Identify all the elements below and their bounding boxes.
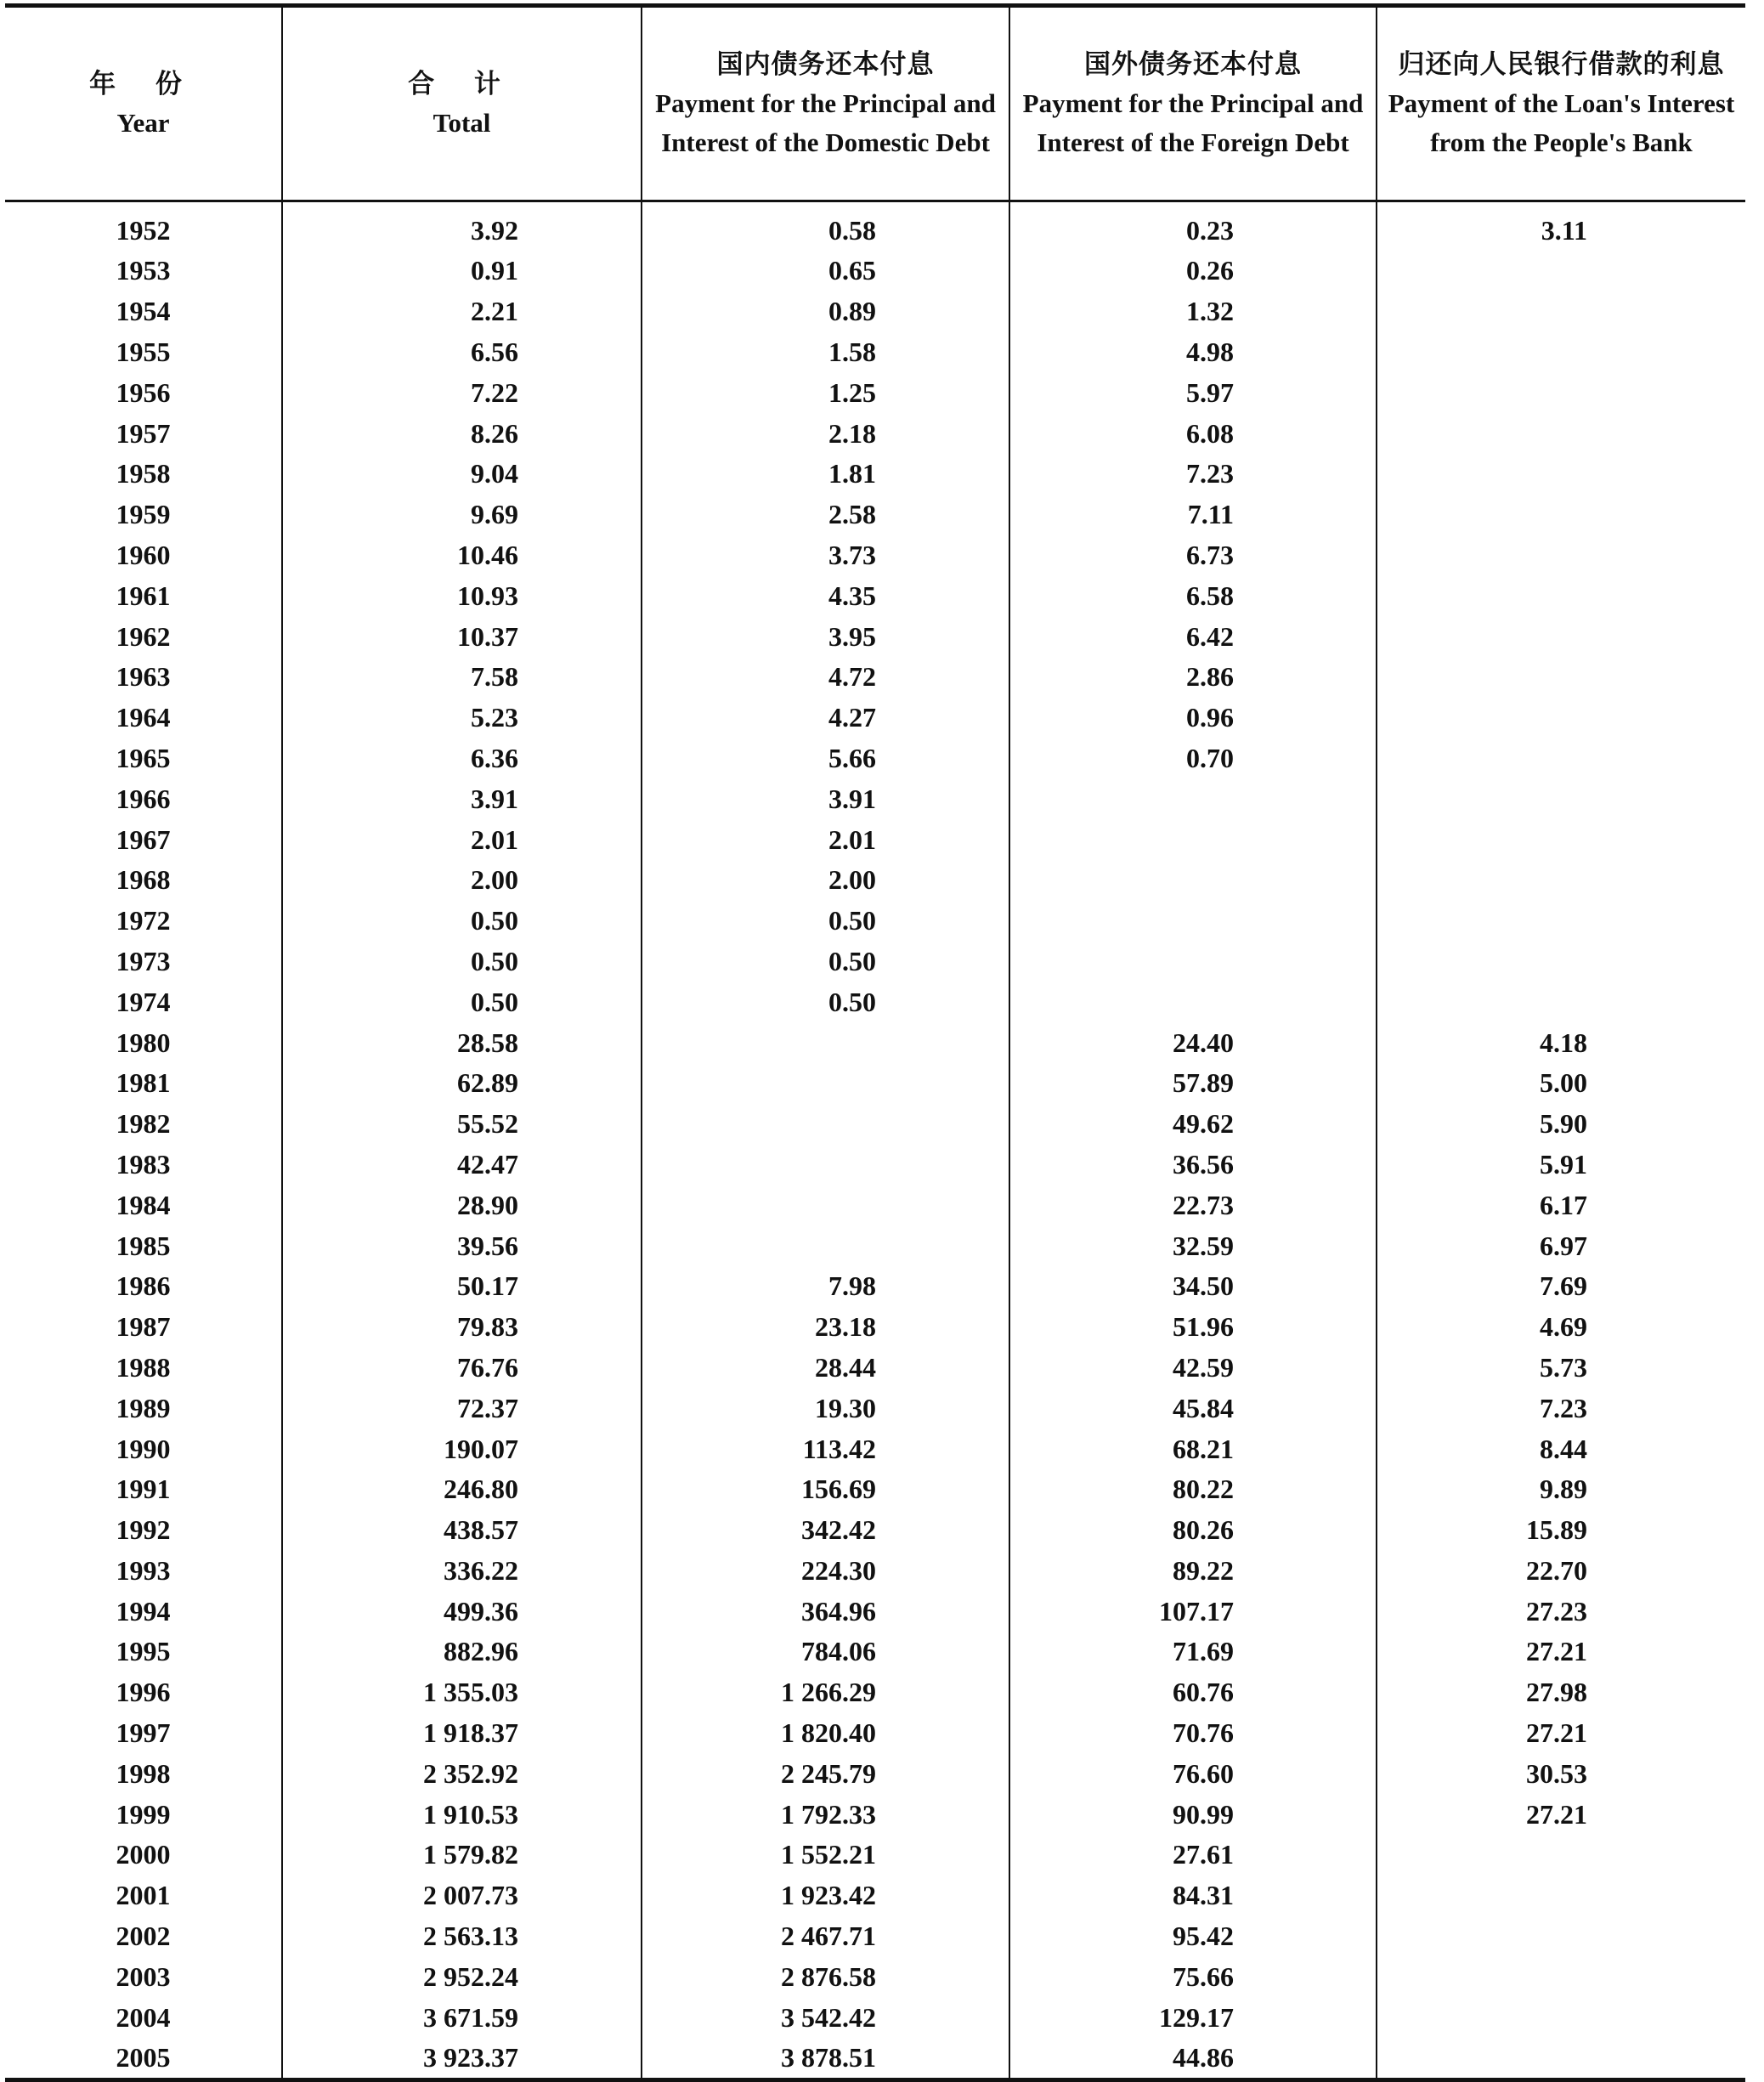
foreign-debt-cell (1009, 901, 1377, 942)
foreign-debt-cell: 70.76 (1009, 1713, 1377, 1754)
header-domestic-debt (642, 6, 1009, 201)
bank-loan-interest-cell: 27.21 (1377, 1632, 1745, 1672)
domestic-debt-cell: 364.96 (642, 1591, 1009, 1632)
year-cell: 1994 (116, 1595, 171, 1627)
table-row (5, 1348, 1745, 1389)
foreign-debt-cell: 80.22 (1009, 1469, 1377, 1510)
bank-loan-interest-cell (1377, 778, 1745, 819)
domestic-debt-cell (642, 1145, 1009, 1185)
bank-loan-interest-cell (1377, 413, 1745, 454)
foreign-debt-cell: 0.70 (1009, 738, 1377, 779)
year-cell: 1963 (116, 661, 171, 693)
domestic-debt-cell: 3 542.42 (642, 1997, 1009, 2038)
foreign-debt-cell: 76.60 (1009, 1753, 1377, 1794)
header-foreign-debt (1009, 6, 1377, 201)
bank-loan-interest-cell: 27.98 (1377, 1672, 1745, 1713)
bank-loan-interest-cell (1377, 2038, 1745, 2080)
domestic-debt-cell: 4.35 (642, 575, 1009, 616)
header-domestic-en-line2: Interest of the Domestic Debt (661, 127, 990, 157)
domestic-debt-cell (642, 1063, 1009, 1104)
table-row (5, 575, 1745, 616)
bank-loan-interest-cell (1377, 738, 1745, 779)
total-cell: 0.50 (282, 942, 642, 982)
bank-loan-interest-cell: 15.89 (1377, 1510, 1745, 1551)
table-row (5, 1225, 1745, 1266)
total-cell: 7.22 (282, 372, 642, 413)
bank-loan-interest-cell (1377, 616, 1745, 657)
foreign-debt-cell: 107.17 (1009, 1591, 1377, 1632)
header-year (5, 6, 282, 201)
year-cell: 1962 (116, 620, 171, 652)
foreign-debt-cell: 6.08 (1009, 413, 1377, 454)
bank-loan-interest-cell: 4.18 (1377, 1022, 1745, 1063)
bank-loan-interest-cell (1377, 819, 1745, 860)
total-cell: 62.89 (282, 1063, 642, 1104)
domestic-debt-cell: 1 792.33 (642, 1794, 1009, 1835)
total-cell: 10.93 (282, 575, 642, 616)
table-header (5, 6, 1745, 201)
year-cell: 1981 (116, 1067, 171, 1099)
foreign-debt-cell: 7.11 (1009, 495, 1377, 535)
table-row (5, 1469, 1745, 1510)
foreign-debt-cell: 36.56 (1009, 1145, 1377, 1185)
bank-loan-interest-cell (1377, 251, 1745, 291)
domestic-debt-cell: 28.44 (642, 1348, 1009, 1389)
table-row (5, 901, 1745, 942)
table-row (5, 372, 1745, 413)
table-row (5, 1266, 1745, 1307)
bank-loan-interest-cell (1377, 942, 1745, 982)
bank-loan-interest-cell: 7.23 (1377, 1388, 1745, 1429)
year-cell: 1953 (116, 255, 171, 286)
bank-loan-interest-cell (1377, 698, 1745, 738)
table-row (5, 1713, 1745, 1754)
year-cell: 1956 (116, 376, 171, 408)
table-row (5, 1753, 1745, 1794)
year-cell: 2001 (116, 1880, 171, 1911)
total-cell: 10.46 (282, 535, 642, 576)
total-cell: 1 355.03 (282, 1672, 642, 1713)
domestic-debt-cell: 5.66 (642, 738, 1009, 779)
table-row (5, 291, 1745, 332)
total-cell: 882.96 (282, 1632, 642, 1672)
table-row (5, 332, 1745, 373)
bank-loan-interest-cell: 7.69 (1377, 1266, 1745, 1307)
foreign-debt-cell: 6.73 (1009, 535, 1377, 576)
domestic-debt-cell: 0.50 (642, 942, 1009, 982)
domestic-debt-cell: 2 245.79 (642, 1753, 1009, 1794)
total-cell: 1 579.82 (282, 1835, 642, 1875)
foreign-debt-cell: 1.32 (1009, 291, 1377, 332)
bank-loan-interest-cell: 6.17 (1377, 1185, 1745, 1225)
header-year-en: Year (116, 108, 170, 138)
foreign-debt-cell: 0.23 (1009, 201, 1377, 252)
foreign-debt-cell: 42.59 (1009, 1348, 1377, 1389)
year-cell: 1952 (116, 215, 171, 246)
table-row (5, 454, 1745, 495)
header-row (5, 6, 1745, 201)
table-row (5, 2038, 1745, 2080)
table-row (5, 616, 1745, 657)
bank-loan-interest-cell: 8.44 (1377, 1429, 1745, 1469)
foreign-debt-cell: 0.26 (1009, 251, 1377, 291)
domestic-debt-cell: 2.00 (642, 860, 1009, 901)
header-bank-loan-interest (1377, 6, 1745, 201)
domestic-debt-cell: 342.42 (642, 1510, 1009, 1551)
domestic-debt-cell: 2.01 (642, 819, 1009, 860)
total-cell: 0.91 (282, 251, 642, 291)
total-cell: 1 910.53 (282, 1794, 642, 1835)
bank-loan-interest-cell: 27.21 (1377, 1713, 1745, 1754)
domestic-debt-cell: 2.18 (642, 413, 1009, 454)
year-cell: 1989 (116, 1392, 171, 1423)
bank-loan-interest-cell: 27.23 (1377, 1591, 1745, 1632)
domestic-debt-cell: 224.30 (642, 1551, 1009, 1592)
year-cell: 1966 (116, 783, 171, 814)
year-cell: 2002 (116, 1921, 171, 1952)
bank-loan-interest-cell: 5.73 (1377, 1348, 1745, 1389)
year-cell: 1992 (116, 1514, 171, 1546)
domestic-debt-cell: 0.50 (642, 982, 1009, 1022)
total-cell: 7.58 (282, 657, 642, 698)
bank-loan-interest-cell (1377, 982, 1745, 1022)
domestic-debt-cell: 4.72 (642, 657, 1009, 698)
foreign-debt-cell: 4.98 (1009, 332, 1377, 373)
domestic-debt-cell (642, 1104, 1009, 1145)
total-cell: 9.69 (282, 495, 642, 535)
bank-loan-interest-cell (1377, 1875, 1745, 1916)
total-cell: 2.01 (282, 819, 642, 860)
total-cell: 2.21 (282, 291, 642, 332)
foreign-debt-cell: 95.42 (1009, 1916, 1377, 1957)
table-row (5, 1672, 1745, 1713)
year-cell: 1980 (116, 1027, 171, 1058)
total-cell: 10.37 (282, 616, 642, 657)
foreign-debt-cell: 32.59 (1009, 1225, 1377, 1266)
foreign-debt-cell: 57.89 (1009, 1063, 1377, 1104)
table-row (5, 495, 1745, 535)
foreign-debt-cell: 84.31 (1009, 1875, 1377, 1916)
table-row (5, 1997, 1745, 2038)
foreign-debt-cell (1009, 982, 1377, 1022)
domestic-debt-cell: 784.06 (642, 1632, 1009, 1672)
table-row (5, 201, 1745, 252)
year-cell: 1961 (116, 580, 171, 611)
bank-loan-interest-cell (1377, 372, 1745, 413)
domestic-debt-cell (642, 1185, 1009, 1225)
bank-loan-interest-cell (1377, 332, 1745, 373)
total-cell: 55.52 (282, 1104, 642, 1145)
year-cell: 2000 (116, 1839, 171, 1870)
year-cell: 1988 (116, 1351, 171, 1383)
table-row (5, 1145, 1745, 1185)
year-cell: 1955 (116, 336, 171, 367)
foreign-debt-cell: 0.96 (1009, 698, 1377, 738)
domestic-debt-cell: 0.65 (642, 251, 1009, 291)
domestic-debt-cell: 3.91 (642, 778, 1009, 819)
year-cell: 1987 (116, 1311, 171, 1343)
table-row (5, 1835, 1745, 1875)
table-row (5, 1307, 1745, 1348)
year-cell: 2003 (116, 1960, 171, 1992)
domestic-debt-cell: 1.81 (642, 454, 1009, 495)
domestic-debt-cell: 2 876.58 (642, 1956, 1009, 1997)
year-cell: 1959 (116, 499, 171, 530)
foreign-debt-cell: 7.23 (1009, 454, 1377, 495)
foreign-debt-cell: 44.86 (1009, 2038, 1377, 2080)
foreign-debt-cell: 51.96 (1009, 1307, 1377, 1348)
domestic-debt-cell: 23.18 (642, 1307, 1009, 1348)
total-cell: 438.57 (282, 1510, 642, 1551)
total-cell: 3.92 (282, 201, 642, 252)
table-row (5, 698, 1745, 738)
domestic-debt-cell: 113.42 (642, 1429, 1009, 1469)
table-body (5, 201, 1745, 2080)
bank-loan-interest-cell: 27.21 (1377, 1794, 1745, 1835)
table-row (5, 738, 1745, 779)
foreign-debt-cell: 90.99 (1009, 1794, 1377, 1835)
year-cell: 1986 (116, 1270, 171, 1302)
header-foreign-en-line2: Interest of the Foreign Debt (1037, 127, 1349, 157)
total-cell: 79.83 (282, 1307, 642, 1348)
header-bank-loan-en-line1: Payment of the Loan's Interest (1388, 88, 1735, 118)
bank-loan-interest-cell: 3.11 (1377, 201, 1745, 252)
foreign-debt-cell: 71.69 (1009, 1632, 1377, 1672)
table-row (5, 1063, 1745, 1104)
total-cell: 2.00 (282, 860, 642, 901)
bank-loan-interest-cell: 5.90 (1377, 1104, 1745, 1145)
domestic-debt-cell: 7.98 (642, 1266, 1009, 1307)
total-cell: 8.26 (282, 413, 642, 454)
total-cell: 0.50 (282, 982, 642, 1022)
foreign-debt-cell: 22.73 (1009, 1185, 1377, 1225)
total-cell: 72.37 (282, 1388, 642, 1429)
table-row (5, 1916, 1745, 1957)
bank-loan-interest-cell (1377, 495, 1745, 535)
foreign-debt-cell: 27.61 (1009, 1835, 1377, 1875)
total-cell: 246.80 (282, 1469, 642, 1510)
year-cell: 1996 (116, 1677, 171, 1708)
year-cell: 1968 (116, 864, 171, 896)
total-cell: 6.36 (282, 738, 642, 779)
table-row (5, 251, 1745, 291)
domestic-debt-cell (642, 1225, 1009, 1266)
total-cell: 336.22 (282, 1551, 642, 1592)
table-row (5, 1388, 1745, 1429)
year-cell: 1967 (116, 823, 171, 855)
domestic-debt-cell: 2.58 (642, 495, 1009, 535)
bank-loan-interest-cell (1377, 291, 1745, 332)
domestic-debt-cell: 3 878.51 (642, 2038, 1009, 2080)
total-cell: 50.17 (282, 1266, 642, 1307)
total-cell: 76.76 (282, 1348, 642, 1389)
year-cell: 1964 (116, 702, 171, 733)
year-cell: 1995 (116, 1636, 171, 1667)
year-cell: 1957 (116, 417, 171, 449)
table-row (5, 1185, 1745, 1225)
total-cell: 28.90 (282, 1185, 642, 1225)
domestic-debt-cell: 1 820.40 (642, 1713, 1009, 1754)
foreign-debt-cell: 80.26 (1009, 1510, 1377, 1551)
domestic-debt-cell: 0.50 (642, 901, 1009, 942)
year-cell: 1965 (116, 742, 171, 773)
header-bank-loan-en-line2: from the People's Bank (1430, 127, 1693, 157)
foreign-debt-cell: 49.62 (1009, 1104, 1377, 1145)
total-cell: 5.23 (282, 698, 642, 738)
year-cell: 2005 (5, 2038, 282, 2080)
bank-loan-interest-cell: 22.70 (1377, 1551, 1745, 1592)
foreign-debt-cell: 5.97 (1009, 372, 1377, 413)
table-row (5, 535, 1745, 576)
table-row (5, 942, 1745, 982)
total-cell: 6.56 (282, 332, 642, 373)
bank-loan-interest-cell (1377, 575, 1745, 616)
year-cell: 1954 (116, 296, 171, 327)
total-cell: 2 007.73 (282, 1875, 642, 1916)
bank-loan-interest-cell (1377, 860, 1745, 901)
domestic-debt-cell: 1.25 (642, 372, 1009, 413)
total-cell: 9.04 (282, 454, 642, 495)
table-row (5, 1022, 1745, 1063)
domestic-debt-cell: 1.58 (642, 332, 1009, 373)
foreign-debt-cell (1009, 860, 1377, 901)
header-domestic-en-line1: Payment for the Principal and (655, 88, 996, 118)
year-cell: 1984 (116, 1189, 171, 1220)
year-cell: 1985 (116, 1230, 171, 1261)
domestic-debt-cell: 0.89 (642, 291, 1009, 332)
table-row (5, 1510, 1745, 1551)
total-cell: 39.56 (282, 1225, 642, 1266)
year-cell: 1999 (116, 1798, 171, 1830)
foreign-debt-cell: 60.76 (1009, 1672, 1377, 1713)
year-cell: 1998 (116, 1757, 171, 1789)
year-cell: 1982 (116, 1108, 171, 1140)
table-row (5, 1104, 1745, 1145)
year-cell: 1973 (116, 945, 171, 976)
bank-loan-interest-cell (1377, 1835, 1745, 1875)
bank-loan-interest-cell (1377, 901, 1745, 942)
foreign-debt-cell: 6.58 (1009, 575, 1377, 616)
domestic-debt-cell: 1 266.29 (642, 1672, 1009, 1713)
header-total-en: Total (433, 108, 491, 138)
bank-loan-interest-cell: 9.89 (1377, 1469, 1745, 1510)
total-cell: 1 918.37 (282, 1713, 642, 1754)
table-row (5, 982, 1745, 1022)
domestic-debt-cell: 1 552.21 (642, 1835, 1009, 1875)
total-cell: 2 352.92 (282, 1753, 642, 1794)
header-year-zh: 年 份 (89, 69, 197, 99)
bank-loan-interest-cell (1377, 1956, 1745, 1997)
header-bank-loan-zh: 归还向人民银行借款的利息 (1398, 49, 1725, 80)
header-total-zh: 合 计 (408, 69, 516, 99)
year-cell: 1990 (116, 1433, 171, 1464)
table-row (5, 413, 1745, 454)
year-cell: 1958 (116, 458, 171, 489)
foreign-debt-cell (1009, 778, 1377, 819)
foreign-debt-cell: 24.40 (1009, 1022, 1377, 1063)
foreign-debt-cell: 75.66 (1009, 1956, 1377, 1997)
total-cell: 42.47 (282, 1145, 642, 1185)
foreign-debt-cell (1009, 942, 1377, 982)
bank-loan-interest-cell (1377, 1916, 1745, 1957)
table-row (5, 1875, 1745, 1916)
year-cell: 1974 (116, 986, 171, 1017)
domestic-debt-cell: 1 923.42 (642, 1875, 1009, 1916)
table-row (5, 860, 1745, 901)
table-row (5, 819, 1745, 860)
domestic-debt-cell: 3.95 (642, 616, 1009, 657)
total-cell: 0.50 (282, 901, 642, 942)
total-cell: 3.91 (282, 778, 642, 819)
foreign-debt-cell: 6.42 (1009, 616, 1377, 657)
domestic-debt-cell: 2 467.71 (642, 1916, 1009, 1957)
header-total (282, 6, 642, 201)
header-foreign-zh: 国外债务还本付息 (1084, 49, 1302, 80)
domestic-debt-cell: 19.30 (642, 1388, 1009, 1429)
year-cell: 1972 (116, 905, 171, 936)
header-domestic-zh: 国内债务还本付息 (716, 49, 935, 80)
table-row (5, 1956, 1745, 1997)
domestic-debt-cell: 4.27 (642, 698, 1009, 738)
year-cell: 1993 (116, 1554, 171, 1586)
foreign-debt-cell (1009, 819, 1377, 860)
table-row (5, 1794, 1745, 1835)
header-foreign-en-line1: Payment for the Principal and (1022, 88, 1364, 118)
domestic-debt-cell (642, 1022, 1009, 1063)
bank-loan-interest-cell: 4.69 (1377, 1307, 1745, 1348)
foreign-debt-cell: 68.21 (1009, 1429, 1377, 1469)
total-cell: 190.07 (282, 1429, 642, 1469)
total-cell: 2 952.24 (282, 1956, 642, 1997)
foreign-debt-cell: 129.17 (1009, 1997, 1377, 2038)
total-cell: 499.36 (282, 1591, 642, 1632)
domestic-debt-cell: 0.58 (642, 201, 1009, 252)
year-cell: 1997 (116, 1717, 171, 1749)
foreign-debt-cell: 34.50 (1009, 1266, 1377, 1307)
table-row (5, 657, 1745, 698)
foreign-debt-cell: 45.84 (1009, 1388, 1377, 1429)
total-cell: 2 563.13 (282, 1916, 642, 1957)
year-cell: 1960 (116, 539, 171, 570)
domestic-debt-cell: 156.69 (642, 1469, 1009, 1510)
bank-loan-interest-cell (1377, 454, 1745, 495)
foreign-debt-cell: 89.22 (1009, 1551, 1377, 1592)
domestic-debt-cell: 3.73 (642, 535, 1009, 576)
total-cell: 3 671.59 (282, 1997, 642, 2038)
foreign-debt-cell: 2.86 (1009, 657, 1377, 698)
bank-loan-interest-cell (1377, 535, 1745, 576)
year-cell: 1983 (116, 1148, 171, 1180)
bank-loan-interest-cell: 5.00 (1377, 1063, 1745, 1104)
total-cell: 3 923.37 (282, 2038, 642, 2080)
year-cell: 2004 (116, 2001, 171, 2033)
bank-loan-interest-cell (1377, 657, 1745, 698)
bank-loan-interest-cell: 6.97 (1377, 1225, 1745, 1266)
bank-loan-interest-cell (1377, 1997, 1745, 2038)
debt-payment-table-container (5, 3, 1745, 2082)
table-row (5, 1551, 1745, 1592)
table-row (5, 1429, 1745, 1469)
table-row (5, 1632, 1745, 1672)
table-row (5, 778, 1745, 819)
debt-payment-table (5, 3, 1745, 2082)
bank-loan-interest-cell: 5.91 (1377, 1145, 1745, 1185)
bank-loan-interest-cell: 30.53 (1377, 1753, 1745, 1794)
total-cell: 28.58 (282, 1022, 642, 1063)
table-row (5, 1591, 1745, 1632)
year-cell: 1991 (116, 1474, 171, 1505)
